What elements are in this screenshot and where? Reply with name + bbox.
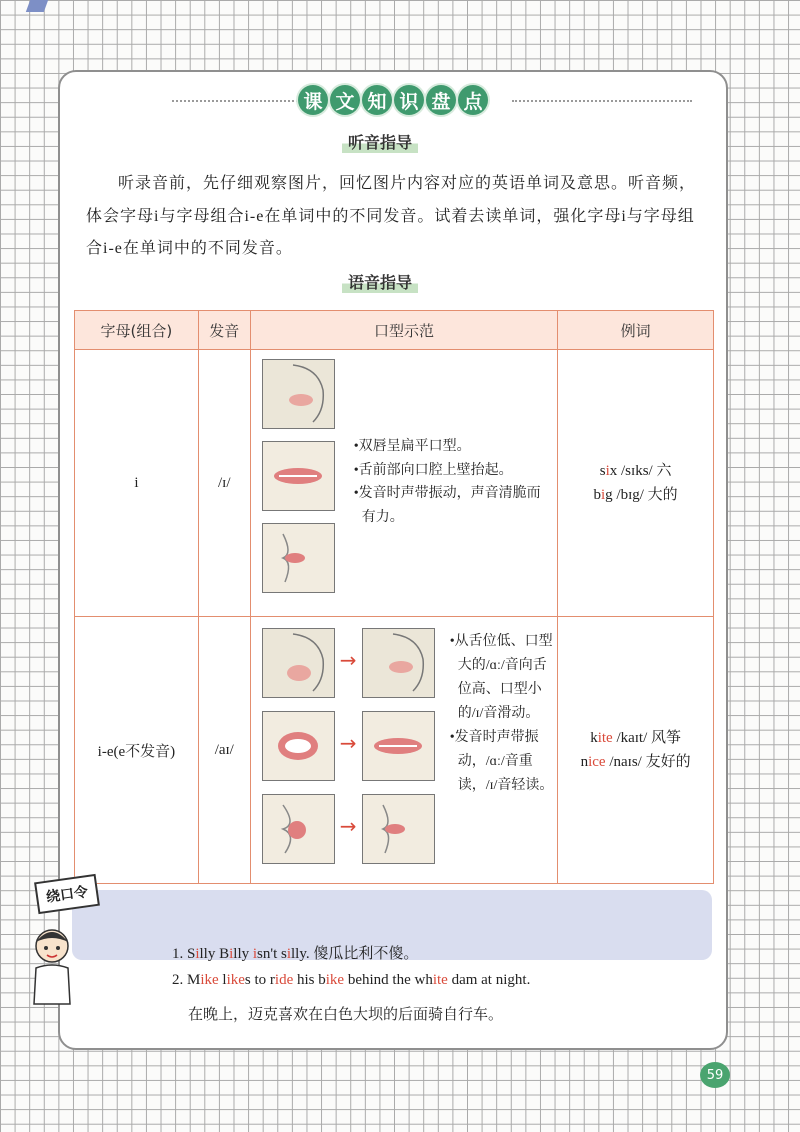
- head-profile-icon: [363, 629, 433, 696]
- example-highlight: i: [601, 487, 606, 503]
- twister-text: dam at night.: [447, 972, 531, 988]
- head-profile-icon: [263, 360, 333, 427]
- table-header-row: [75, 311, 714, 350]
- example-text: k: [590, 730, 598, 746]
- twister-text: lly. 傻瓜比利不傻。: [291, 946, 419, 962]
- col-header-examples: 例词: [558, 311, 714, 350]
- table-row: [75, 617, 714, 884]
- section-banner: [60, 80, 726, 120]
- corner-tab: [26, 0, 48, 12]
- mouth-side-diagram: [362, 628, 435, 698]
- arrow-right-icon: →: [339, 814, 357, 838]
- lips-profile-icon: [263, 524, 333, 591]
- twister-text: lly B: [199, 946, 230, 962]
- arrow-right-icon: →: [339, 648, 357, 672]
- banner-char: 识: [394, 85, 424, 115]
- banner-char: 盘: [426, 85, 456, 115]
- example-text: s: [599, 463, 606, 479]
- tip-item: •发音时声带振动，/ɑː/音重读，/ɪ/音轻读。: [449, 730, 554, 793]
- example-text: b: [593, 487, 601, 503]
- arrow-right-icon: →: [339, 731, 357, 755]
- example-word: [559, 726, 712, 750]
- banner-char: 知: [362, 85, 392, 115]
- mouth-side-diagram: [262, 628, 335, 698]
- lips-side-diagram: [262, 794, 335, 864]
- twister-highlight: i: [195, 946, 200, 962]
- letter-cell: i-e(e不发音): [75, 617, 199, 884]
- letter-cell: i: [75, 350, 199, 617]
- banner-char: 课: [298, 85, 328, 115]
- banner-char: 点: [458, 85, 488, 115]
- twister-line-2: [172, 972, 530, 989]
- mouth-demo-cell: [250, 617, 557, 884]
- lips-profile-icon: [363, 795, 433, 862]
- tips-list: [354, 435, 550, 529]
- twister-highlight: ite: [432, 972, 448, 988]
- lips-open-icon: [263, 712, 333, 779]
- twister-text: sn't s: [257, 946, 287, 962]
- phonics-heading: 语音指导: [342, 270, 418, 293]
- twister-text: 2. M: [172, 972, 201, 988]
- example-highlight: ite: [597, 730, 613, 746]
- page-number: 59: [700, 1062, 730, 1088]
- twister-highlight: i: [286, 946, 292, 962]
- banner-char: 文: [330, 85, 360, 115]
- col-header-sound: 发音: [198, 311, 250, 350]
- example-text: g /bɪg/ 大的: [605, 487, 678, 503]
- twister-highlight: ike: [226, 972, 245, 988]
- head-profile-icon: [263, 629, 333, 696]
- twister-highlight: ide: [274, 972, 294, 988]
- twister-text: lly: [233, 946, 253, 962]
- lips-side-diagram: [362, 794, 435, 864]
- twister-text: his b: [293, 972, 326, 988]
- mouth-front-diagram: [362, 711, 435, 781]
- lips-icon: [263, 442, 333, 509]
- example-text: n: [580, 754, 589, 770]
- sound-cell: /aɪ/: [198, 617, 250, 884]
- lips-side-diagram: [262, 523, 335, 593]
- twister-text: behind the wh: [344, 972, 433, 988]
- twister-line-3: 在晚上，迈克喜欢在白色大坝的后面骑自行车。: [188, 1007, 504, 1023]
- example-highlight: i: [605, 463, 610, 479]
- col-header-letter: 字母(组合): [75, 311, 199, 350]
- lips-profile-icon: [263, 795, 333, 862]
- lips-icon: [363, 712, 433, 779]
- examples-cell: [558, 350, 714, 617]
- cartoon-boy-icon: [22, 918, 82, 1008]
- col-header-mouth: 口型示范: [250, 311, 557, 350]
- mouth-side-diagram: [262, 359, 335, 429]
- example-text: /kaɪt/ 风筝: [612, 730, 682, 746]
- example-word: [559, 459, 712, 483]
- tip-item: •从舌位低、口型大的/ɑː/音向舌位高、口型小的/ɪ/音滑动。: [449, 634, 553, 721]
- twister-line-1: [172, 942, 418, 963]
- tongue-twister-label: 绕口令: [34, 874, 100, 914]
- examples-cell: [558, 617, 714, 884]
- tip-item: •舌前部向口腔上壁抬起。: [353, 462, 513, 478]
- listening-heading: 听音指导: [342, 130, 418, 153]
- example-text: x /sɪks/ 六: [609, 463, 672, 479]
- example-highlight: ice: [588, 754, 606, 770]
- twister-text: 1. S: [172, 946, 196, 962]
- twister-highlight: ike: [200, 972, 219, 988]
- twister-text: s to r: [244, 972, 275, 988]
- sound-cell: /ɪ/: [198, 350, 250, 617]
- mouth-front-diagram: [262, 711, 335, 781]
- example-word: [559, 483, 712, 507]
- tip-item: •发音时声带振动，声音清脆而有力。: [353, 486, 541, 525]
- example-word: [559, 750, 712, 774]
- twister-highlight: i: [229, 946, 234, 962]
- twister-highlight: i: [252, 946, 258, 962]
- tip-item: •双唇呈扁平口型。: [353, 439, 471, 454]
- twister-text: l: [218, 972, 227, 988]
- tips-list: [450, 630, 554, 798]
- listening-paragraph: 听录音前，先仔细观察图片，回忆图片内容对应的英语单词及意思。听音频，体会字母i与字母组合i-e在单词中的不同发音。试着去读单词，强化字母i与字母组合i-e在单词中的不同发音。: [86, 175, 697, 257]
- table-row: [75, 350, 714, 617]
- twister-highlight: ike: [325, 972, 345, 988]
- mouth-front-diagram: [262, 441, 335, 511]
- mouth-demo-cell: [250, 350, 557, 617]
- phonics-table: [74, 310, 714, 884]
- example-text: /naɪs/ 友好的: [605, 754, 691, 770]
